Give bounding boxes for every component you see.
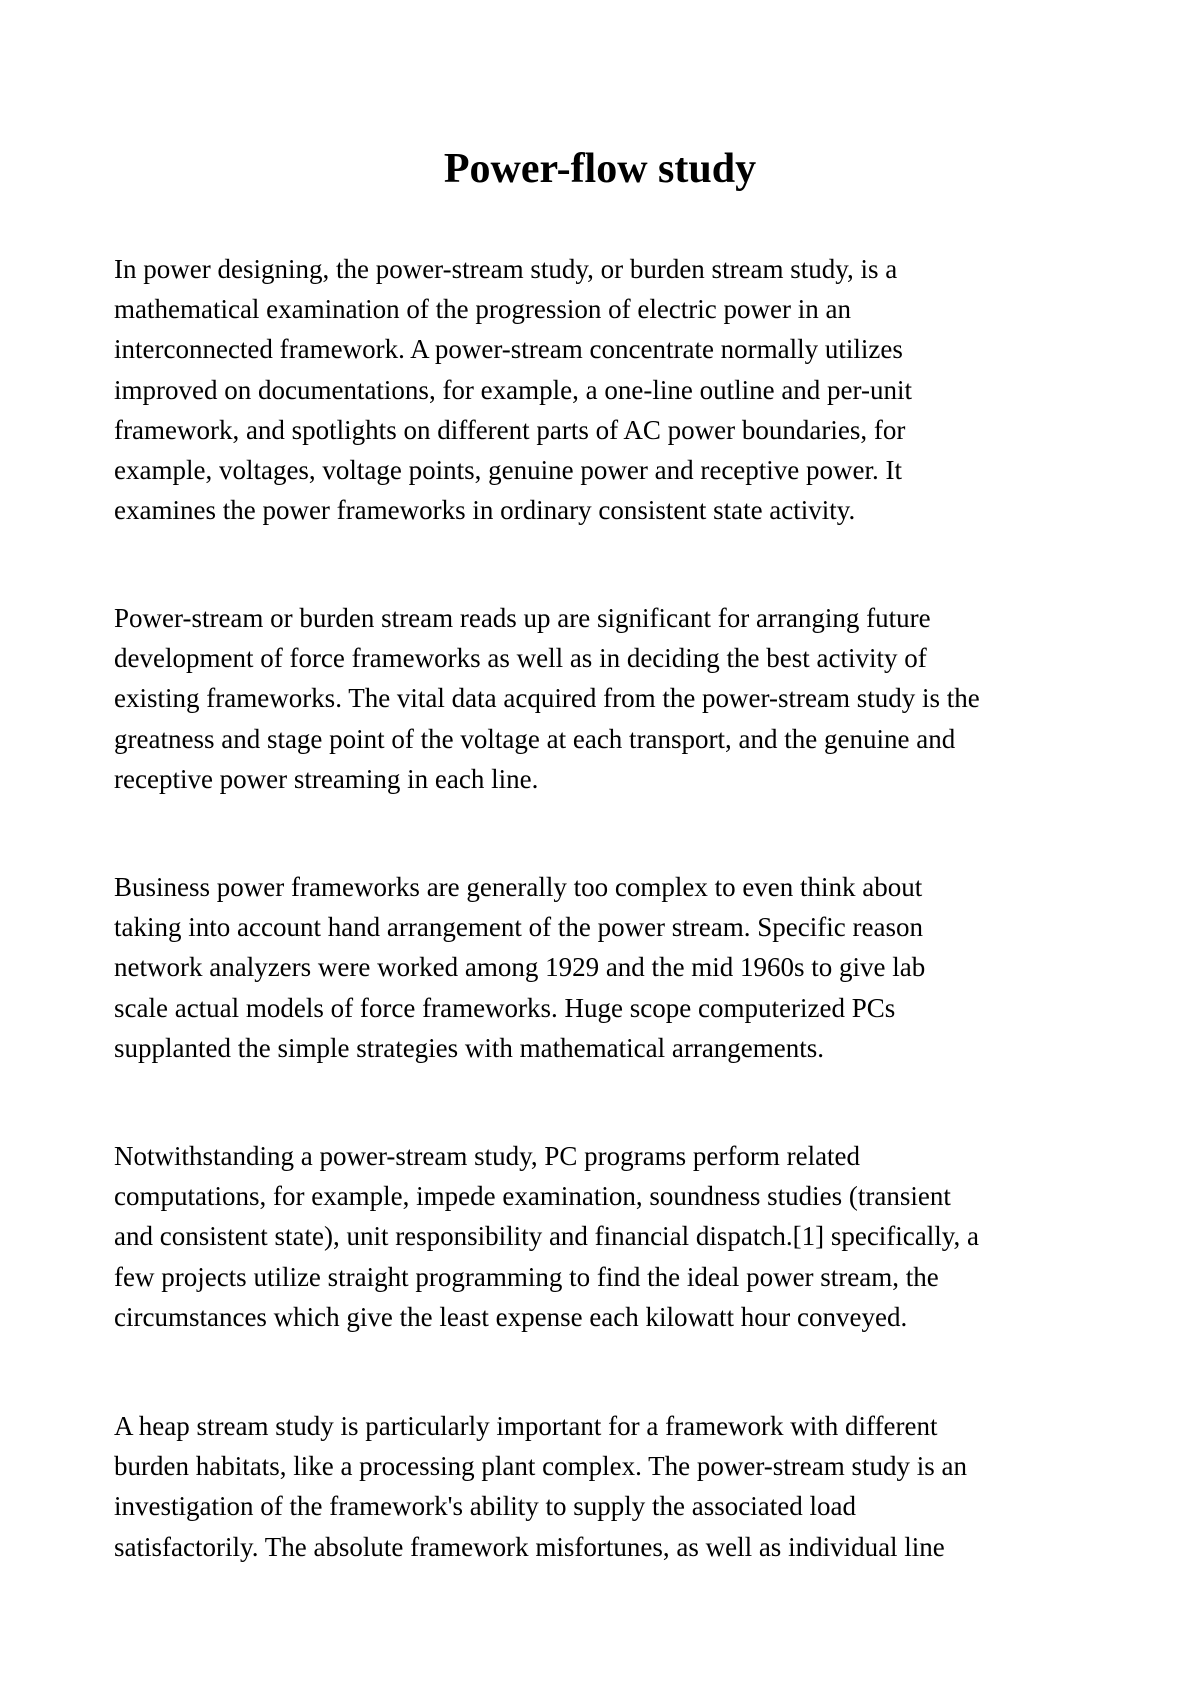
text-line: In power designing, the power-stream study, or burden stream study, is a (114, 254, 898, 284)
text-line: interconnected framework. A power-stream concentrate normally utilizes (114, 334, 903, 365)
text-line: receptive power streaming in each line. (114, 763, 539, 794)
page-title: Power-flow study (443, 146, 757, 192)
paragraph-4 (114, 1136, 1104, 1337)
text-line: taking into account hand arrangement of the power stream. Specific reason (114, 912, 923, 943)
text-line: examines the power frameworks in ordinary consistent state activity. (114, 495, 856, 526)
text-line: framework, and spotlights on different parts of AC power boundaries, for (114, 414, 906, 445)
text-line: Notwithstanding a power-stream study, PC programs perform related (114, 1141, 861, 1171)
text-line: existing frameworks. The vital data acquired from the power-stream study is the (114, 683, 980, 714)
text-line: satisfactorily. The absolute framework misfortunes, as well as individual line (114, 1531, 945, 1562)
text-line: burden habitats, like a processing plant complex. The power-stream study is an (114, 1451, 967, 1482)
text-line: development of force frameworks as well as in deciding the best activity of (114, 643, 927, 674)
text-line: circumstances which give the least expense each kilowatt hour conveyed. (114, 1301, 908, 1332)
text-line: mathematical examination of the progression of electric power in an (114, 294, 851, 325)
text-line: improved on documentations, for example, a one-line outline and per-unit (114, 374, 912, 405)
text-line: example, voltages, voltage points, genuine power and receptive power. It (114, 455, 902, 486)
paragraph-1 (114, 249, 1104, 530)
text-line: investigation of the framework's ability to supply the associated load (114, 1491, 856, 1522)
paragraph-3 (114, 867, 1104, 1068)
text-line: Power-stream or burden stream reads up are significant for arranging future (114, 603, 931, 633)
paragraph-2 (114, 598, 1104, 799)
text-line: A heap stream study is particularly important for a framework with different (114, 1411, 938, 1441)
text-line: few projects utilize straight programming to find the ideal power stream, the (114, 1261, 939, 1292)
text-line: supplanted the simple strategies with mathematical arrangements. (114, 1032, 825, 1063)
text-line: computations, for example, impede examination, soundness studies (transient (114, 1181, 951, 1212)
text-line: scale actual models of force frameworks. Huge scope computerized PCs (114, 992, 896, 1023)
text-line: and consistent state), unit responsibility and financial dispatch.[1] specifically, a (114, 1221, 980, 1252)
text-line: greatness and stage point of the voltage at each transport, and the genuine and (114, 723, 956, 754)
text-line: network analyzers were worked among 1929 and the mid 1960s to give lab (114, 952, 926, 983)
text-line: Business power frameworks are generally too complex to even think about (114, 872, 923, 902)
paragraph-5 (114, 1406, 1104, 1567)
